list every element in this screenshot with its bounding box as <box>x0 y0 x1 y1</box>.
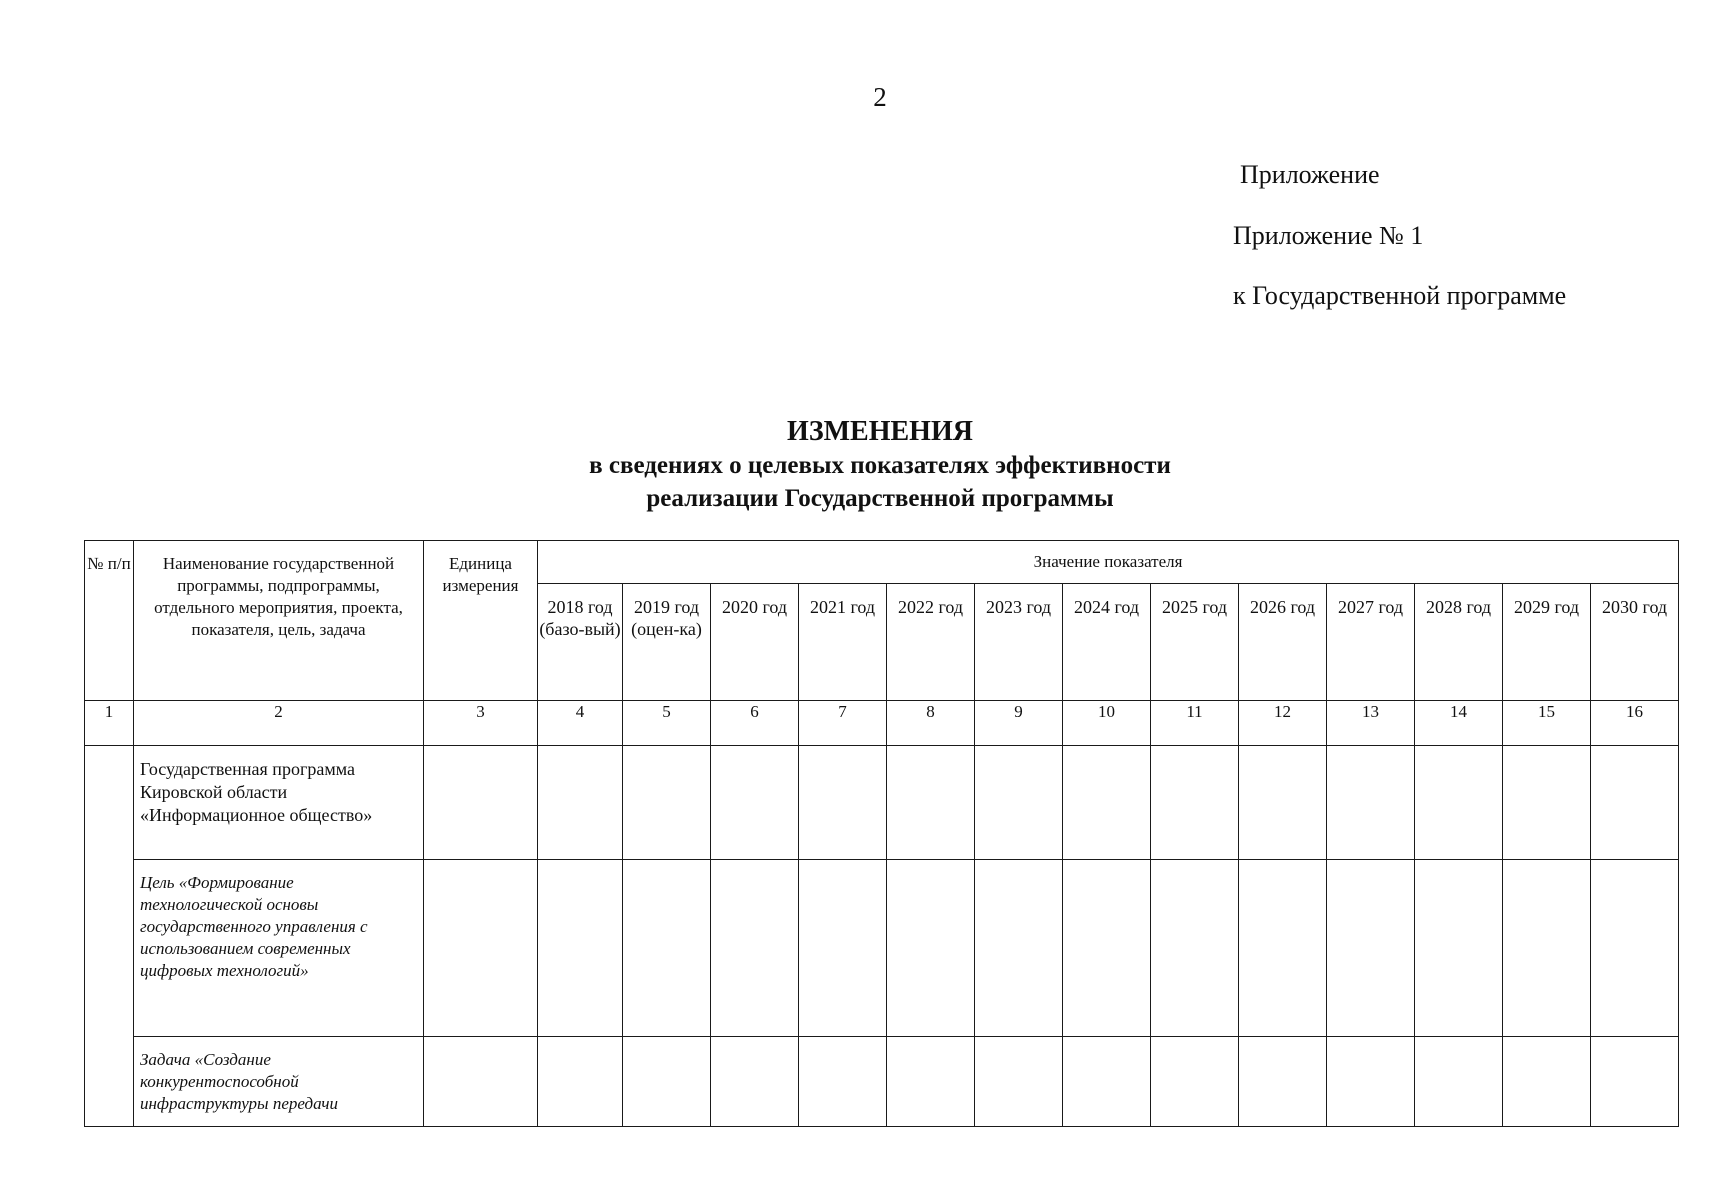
row-value-cell <box>975 860 1063 1037</box>
column-number-cell: 14 <box>1415 701 1503 746</box>
row-value-cell <box>887 1037 975 1127</box>
header-year: 2026 год <box>1239 584 1327 701</box>
column-number-row <box>85 701 1679 746</box>
column-number-cell: 6 <box>711 701 799 746</box>
row-value-cell <box>711 1037 799 1127</box>
row-value-cell <box>623 746 711 860</box>
row-value-cell <box>1591 1037 1679 1127</box>
header-year: 2030 год <box>1591 584 1679 701</box>
row-value-cell <box>975 1037 1063 1127</box>
table-row <box>85 860 1679 1037</box>
header-unit: Единица измерения <box>424 541 538 701</box>
row-name-cell: Задача «Создание конкурентоспособной инфраструктуры передачи <box>134 1037 424 1127</box>
row-value-cell <box>1503 746 1591 860</box>
table-header-row <box>85 541 1679 584</box>
appendix-label: Приложение <box>1240 160 1380 189</box>
row-value-cell <box>1239 746 1327 860</box>
row-value-cell <box>623 860 711 1037</box>
row-unit-cell <box>424 1037 538 1127</box>
row-value-cell <box>1591 860 1679 1037</box>
row-value-cell <box>1063 746 1151 860</box>
column-number-cell: 15 <box>1503 701 1591 746</box>
header-year: 2019 год (оцен-ка) <box>623 584 711 701</box>
row-value-cell <box>1151 1037 1239 1127</box>
row-value-cell <box>887 746 975 860</box>
row-name-cell: Цель «Формирование технологической основы государственного управления с использованием современных цифровых технологий» <box>134 860 424 1037</box>
row-value-cell <box>799 860 887 1037</box>
row-value-cell <box>1151 746 1239 860</box>
header-name: Наименование государственной программы, подпрограммы, отдельного мероприятия, проекта, показателя, цель, задача <box>134 541 424 701</box>
appendix-program-reference: к Государственной программе <box>1233 281 1567 310</box>
header-year: 2018 год (базо-вый) <box>538 584 623 701</box>
column-number-cell: 1 <box>85 701 134 746</box>
column-number-cell: 11 <box>1151 701 1239 746</box>
row-value-cell <box>1063 860 1151 1037</box>
row-value-cell <box>1503 860 1591 1037</box>
title-subheading-line1: в сведениях о целевых показателях эффективности <box>589 452 1171 479</box>
row-unit-cell <box>424 746 538 860</box>
row-value-cell <box>1327 860 1415 1037</box>
appendix-number: Приложение № 1 <box>1233 221 1424 250</box>
row-unit-cell <box>424 860 538 1037</box>
header-year: 2028 год <box>1415 584 1503 701</box>
row-name-cell: Государственная программа Кировской области «Информационное общество» <box>134 746 424 860</box>
row-value-cell <box>711 860 799 1037</box>
row-value-cell <box>1151 860 1239 1037</box>
column-number-cell: 16 <box>1591 701 1679 746</box>
header-year: 2025 год <box>1151 584 1239 701</box>
row-value-cell <box>1591 746 1679 860</box>
table-row <box>85 746 1679 860</box>
indicators-table <box>84 540 1679 1127</box>
column-number-cell: 9 <box>975 701 1063 746</box>
header-year: 2021 год <box>799 584 887 701</box>
row-value-cell <box>1327 746 1415 860</box>
row-value-cell <box>538 860 623 1037</box>
row-value-cell <box>887 860 975 1037</box>
row-value-cell <box>538 746 623 860</box>
row-value-cell <box>711 746 799 860</box>
row-value-cell <box>1063 1037 1151 1127</box>
table-row <box>85 1037 1679 1127</box>
column-number-cell: 4 <box>538 701 623 746</box>
header-year: 2022 год <box>887 584 975 701</box>
header-year: 2023 год <box>975 584 1063 701</box>
column-number-cell: 7 <box>799 701 887 746</box>
header-number: № п/п <box>85 541 134 701</box>
column-number-cell: 2 <box>134 701 424 746</box>
row-value-cell <box>623 1037 711 1127</box>
row-value-cell <box>1415 746 1503 860</box>
title-heading: ИЗМЕНЕНИЯ <box>787 416 973 447</box>
row-value-cell <box>799 746 887 860</box>
column-number-cell: 12 <box>1239 701 1327 746</box>
column-number-cell: 3 <box>424 701 538 746</box>
header-year: 2024 год <box>1063 584 1151 701</box>
column-number-cell: 5 <box>623 701 711 746</box>
document-title <box>0 415 1714 515</box>
row-value-cell <box>1239 1037 1327 1127</box>
row-value-cell <box>1239 860 1327 1037</box>
row-value-cell <box>799 1037 887 1127</box>
column-number-cell: 8 <box>887 701 975 746</box>
column-number-cell: 13 <box>1327 701 1415 746</box>
header-year: 2027 год <box>1327 584 1415 701</box>
row-value-cell <box>1503 1037 1591 1127</box>
row-value-cell <box>975 746 1063 860</box>
title-subheading-line2: реализации Государственной программы <box>646 485 1114 512</box>
page-number: 2 <box>873 82 887 112</box>
row-value-cell <box>538 1037 623 1127</box>
row-number-cell <box>85 746 134 1127</box>
row-value-cell <box>1415 1037 1503 1127</box>
column-number-cell: 10 <box>1063 701 1151 746</box>
header-indicator-values: Значение показателя <box>538 541 1679 584</box>
header-year: 2020 год <box>711 584 799 701</box>
row-value-cell <box>1327 1037 1415 1127</box>
header-year: 2029 год <box>1503 584 1591 701</box>
row-value-cell <box>1415 860 1503 1037</box>
